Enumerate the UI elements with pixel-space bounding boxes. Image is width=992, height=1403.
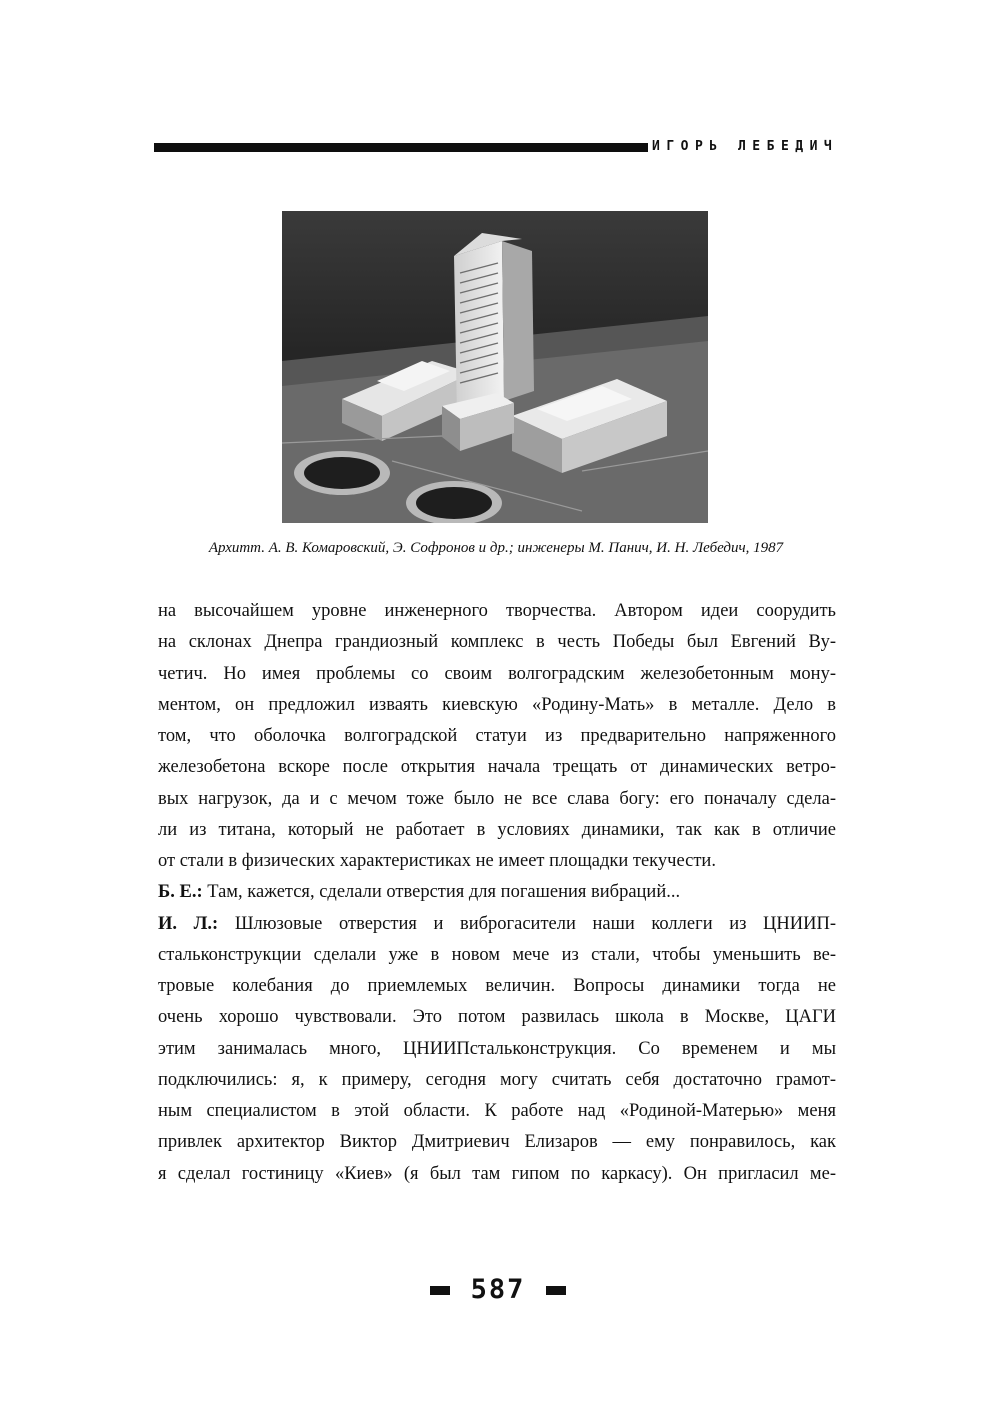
speaker-label: Б. Е.: bbox=[158, 882, 203, 903]
text-line: ли из титана, который не работает в условиях динамики, так как в отличие bbox=[158, 819, 836, 840]
text-line: на высочайшем уровне инженерного творчества. Автором идеи соорудить bbox=[158, 601, 836, 621]
dialogue-text: Шлюзовые отверстия и виброгасители наши коллеги из ЦНИИП- bbox=[234, 913, 836, 934]
dialogue-text: Там, кажется, сделали отверстия для погашения вибраций... bbox=[207, 882, 681, 903]
page-number: 587 bbox=[470, 1274, 526, 1305]
text-line: от стали в физических характеристиках не имеет площадки текучести. bbox=[158, 851, 716, 871]
page-number-folio bbox=[430, 1272, 566, 1308]
architectural-model-photo bbox=[282, 211, 708, 523]
text-line: очень хорошо чувствовали. Это потом развилась школа в Москве, ЦАГИ bbox=[158, 1007, 836, 1028]
dialogue-line-il bbox=[158, 909, 836, 940]
text-line: привлек архитектор Виктор Дмитриевич Елизаров — ему понравилось, как bbox=[158, 1132, 836, 1153]
body-text bbox=[158, 596, 836, 1190]
header-rule bbox=[154, 143, 648, 152]
text-line: железобетона вскоре после открытия начала трещать от динамических ветро- bbox=[158, 757, 836, 778]
text-line: я сделал гостиницу «Киев» (я был там гипом по каркасу). Он пригласил ме- bbox=[158, 1163, 836, 1184]
text-line: подключились: я, к примеру, сегодня могу считать себя достаточно грамот- bbox=[158, 1069, 836, 1090]
folio-bar-left bbox=[430, 1286, 450, 1295]
speaker-label: И. Л.: bbox=[158, 913, 219, 934]
figure-caption: Архитт. А. В. Комаровский, Э. Софронов и др.; инженеры М. Панич, И. Н. Лебедич, 1987 bbox=[208, 540, 784, 556]
running-header-author: ИГОРЬ ЛЕБЕДИЧ bbox=[652, 139, 839, 154]
text-line: стальконструкции сделали уже в новом мече из стали, чтобы уменьшить ве- bbox=[158, 944, 836, 965]
text-line: том, что оболочка волгоградской статуи из предварительно напряженного bbox=[158, 726, 836, 746]
dialogue-line-be bbox=[158, 877, 836, 908]
text-line: вых нагрузок, да и с мечом тоже было не все слава богу: его поначалу сдела- bbox=[158, 788, 836, 809]
folio-bar-right bbox=[546, 1286, 566, 1295]
text-line: этим занималась много, ЦНИИПстальконструкция. Со временем и мы bbox=[158, 1038, 836, 1059]
text-line: тровые колебания до приемлемых величин. Вопросы динамики тогда не bbox=[158, 976, 836, 996]
text-line: четич. Но имея проблемы со своим волгоградским железобетонным мону- bbox=[158, 663, 836, 684]
text-line: ментом, он предложил изваять киевскую «Родину-Мать» в металле. Дело в bbox=[158, 694, 836, 715]
text-line: ным специалистом в этой области. К работе над «Родиной-Матерью» меня bbox=[158, 1101, 836, 1121]
text-line: на склонах Днепра грандиозный комплекс в честь Победы был Евгений Ву- bbox=[158, 632, 836, 653]
